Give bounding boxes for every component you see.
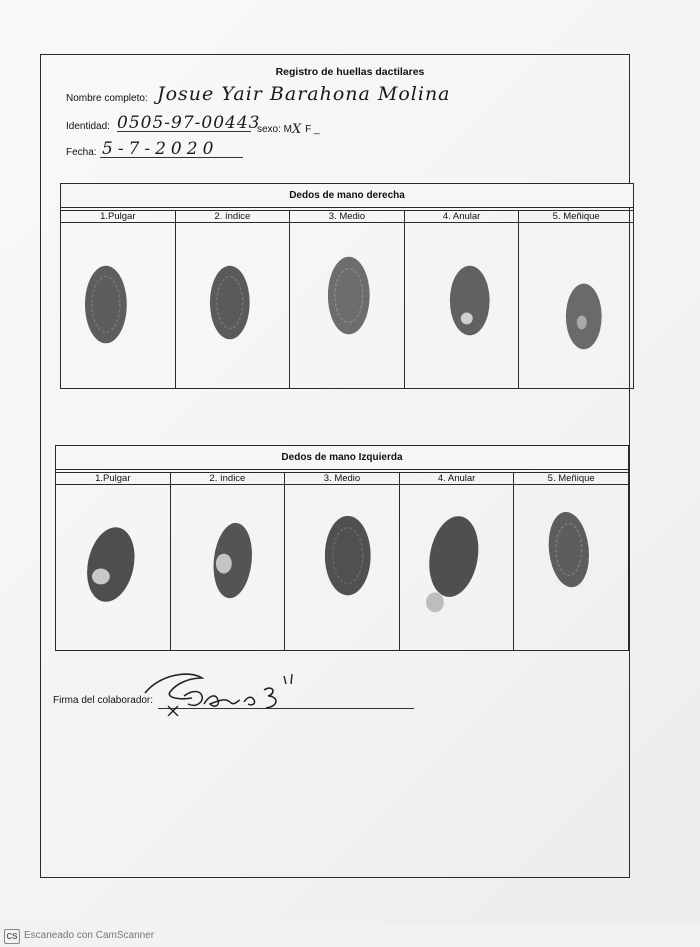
left-col-index: 2. índice [170, 473, 285, 485]
left-ring-print [399, 485, 514, 651]
fingerprint-icon [290, 223, 404, 388]
form-title: Registro de huellas dactilares [275, 66, 425, 78]
signature-label: Firma del colaborador: [53, 695, 154, 706]
fingerprint-icon [405, 223, 519, 388]
right-col-pinky: 5. Meñique [519, 211, 634, 223]
left-middle-print [285, 485, 400, 651]
right-index-print [175, 223, 290, 389]
right-col-ring: 4. Anular [404, 211, 519, 223]
scanner-footer-text: Escaneado con CamScanner [24, 930, 155, 941]
right-hand-title: Dedos de mano derecha [61, 184, 634, 208]
left-col-pinky: 5. Meñique [514, 473, 629, 485]
sex-f-label: F _ [305, 124, 320, 135]
fingerprint-icon [519, 223, 633, 388]
right-pinky-print [519, 223, 634, 389]
fingerprint-icon [61, 223, 175, 388]
name-label: Nombre completo: [66, 93, 148, 104]
right-middle-print [290, 223, 405, 389]
right-hand-table [60, 183, 634, 389]
fingerprint-icon [514, 485, 628, 650]
date-underline [100, 157, 243, 158]
date-value: 5-7-2020 [102, 139, 219, 159]
left-hand-table [55, 445, 629, 651]
right-ring-print [404, 223, 519, 389]
sex-m-label: sexo: M [257, 124, 293, 135]
fingerprint-icon [176, 223, 290, 388]
id-value: 0505-97-00443 [117, 113, 261, 133]
id-label: Identidad: [66, 121, 110, 132]
camscanner-logo: CS [4, 929, 20, 944]
left-col-middle: 3. Medio [285, 473, 400, 485]
sex-label [257, 121, 320, 136]
date-label: Fecha: [66, 147, 97, 158]
left-index-print [170, 485, 285, 651]
fingerprint-icon [285, 485, 399, 650]
right-thumb-print [61, 223, 176, 389]
sex-mark: X [292, 122, 303, 137]
fingerprint-icon [171, 485, 285, 650]
left-thumb-print [56, 485, 171, 651]
left-col-ring: 4. Anular [399, 473, 514, 485]
id-underline [117, 131, 251, 132]
left-col-thumb: 1.Pulgar [56, 473, 171, 485]
fingerprint-icon [56, 485, 170, 650]
right-col-thumb: 1.Pulgar [61, 211, 176, 223]
right-col-middle: 3. Medio [290, 211, 405, 223]
left-hand-title: Dedos de mano Izquierda [56, 446, 629, 470]
left-pinky-print [514, 485, 629, 651]
scanner-footer [0, 925, 700, 947]
signature-drawing [140, 668, 310, 716]
fingerprint-icon [400, 485, 514, 650]
name-value: Josue Yair Barahona Molina [157, 83, 451, 105]
right-col-index: 2. índice [175, 211, 290, 223]
